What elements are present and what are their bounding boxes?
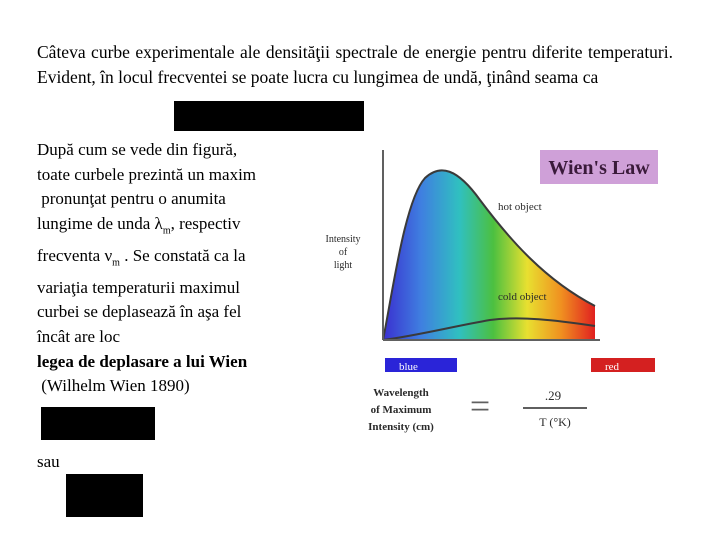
equals-sign: = [469, 386, 491, 426]
wien-law-figure [315, 140, 675, 440]
lambda-text: lungime de unda λ [37, 213, 163, 233]
wien-1890-line: (Wilhelm Wien 1890) [37, 376, 190, 396]
body-line-6: variaţia temperaturii maximul [37, 277, 240, 297]
body-line-1: După cum se vede din figură, [37, 140, 238, 159]
y-label-line-2: of [338, 247, 348, 258]
body-line-3: pronunţat pentru o anumita [37, 189, 226, 209]
formula-line-1: Wavelength [373, 387, 429, 399]
intro-line-2: temperaturi. Evident, în locul frecventei se poate lucra cu lungimea de undă, [37, 42, 673, 87]
formula-line-2: of Maximum [370, 404, 432, 416]
formula-denominator: T (°K) [539, 415, 571, 429]
hot-object-label: hot object [498, 201, 542, 213]
explanation-text [37, 138, 327, 399]
red-label: red [605, 361, 620, 373]
y-label-line-3: light [333, 260, 353, 271]
red-bar [591, 358, 655, 372]
intro-line-3: ţinând seama ca [486, 67, 599, 87]
cold-object-label: cold object [498, 291, 547, 303]
body-line-4-end: , respectiv [170, 213, 241, 233]
nu-text: frecventa ν [37, 245, 113, 265]
redacted-formula-1 [174, 101, 364, 131]
body-line-2: toate curbele prezintă un maxim [37, 164, 257, 184]
body-line-7: curbei se deplasează în aşa fel [37, 302, 242, 322]
nu-subscript: m [112, 257, 120, 269]
sau-text: sau [37, 452, 60, 471]
body-line-4 [37, 212, 327, 244]
blue-label: blue [399, 361, 418, 373]
body-line-5-end: . Se constată ca la [119, 245, 246, 265]
intro-line-1: Câteva curbe experimentale ale densităţii spectrale de energie pentru diferite [37, 42, 583, 62]
lambda-subscript: m [162, 225, 171, 237]
body-line-5 [37, 244, 327, 276]
formula-numerator: .29 [544, 388, 562, 403]
redacted-formula-2 [41, 407, 155, 440]
chart-title: Wien's Law [548, 157, 650, 179]
wien-law-heading: legea de deplasare a lui Wien [37, 351, 248, 371]
intro-paragraph [37, 40, 673, 90]
y-label-line-1: Intensity [325, 234, 361, 245]
formula-line-3: Intensity (cm) [368, 421, 434, 433]
redacted-formula-3 [66, 474, 143, 517]
blue-bar [385, 358, 457, 372]
body-line-8: încât are loc [37, 326, 121, 346]
